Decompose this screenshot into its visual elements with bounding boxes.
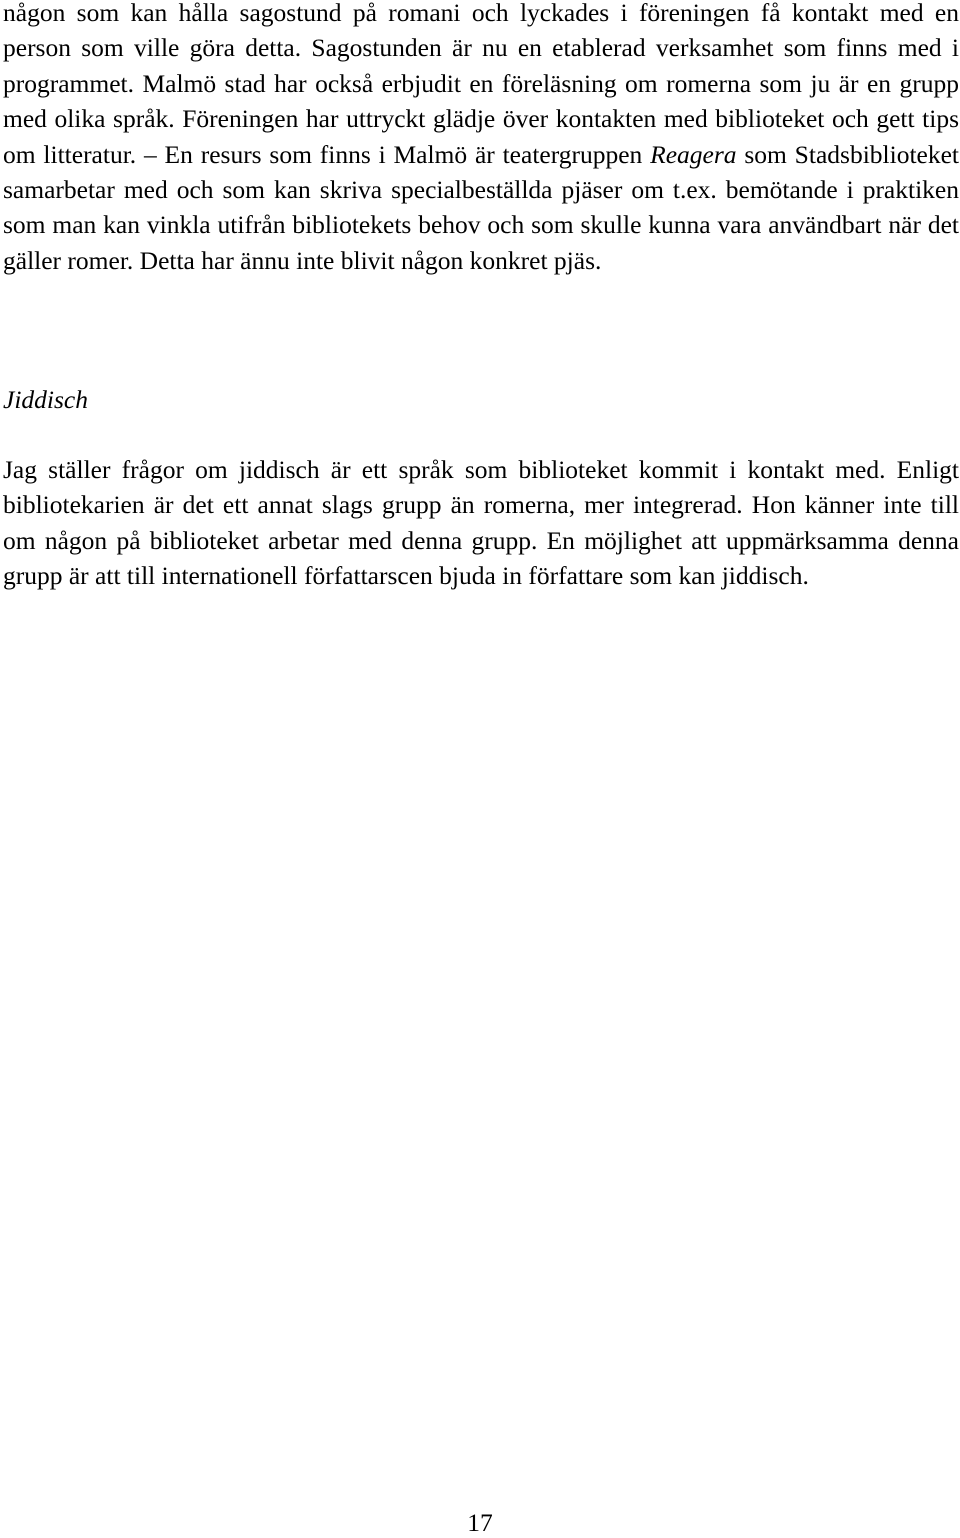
body-paragraph: Jag ställer frågor om jiddisch är ett språk som biblioteket kommit i kontakt med. Enligt bibliotekarien är det ett annat slags grupp än romerna, mer integrerad. Hon känner inte till om någon på biblioteket arbetar med denna grupp. En möjlighet att uppmärksamma denna grupp är att till internationell författarscen bjuda in författare som kan jiddisch.: [3, 455, 959, 591]
theater-group-name: Reagera: [650, 139, 737, 169]
page-number: 17: [467, 1508, 493, 1537]
paragraph-text: någon som kan hålla sagostund på romani och lyckades i föreningen få kontakt med en person som ville göra detta. Sagostunden är nu en etablerad verksamhet som finns med i programmet. Malmö stad har också erbjudit en föreläsning om romerna som ju är en grupp med olika språk. Föreningen har uttryckt glädje över kontakten med biblioteket och gett tips om litteratur. – En resurs som finns i Malmö är teatergruppen: [3, 0, 959, 169]
section-heading: Jiddisch: [3, 385, 88, 414]
paragraph-text: som Stadsbiblioteket samarbetar med och som kan skriva specialbeställda pjäser om t.ex. bemötande i praktiken som man kan vinkla utifrån bibliotekets behov och som skulle kunna vara användbart när det gäller romer. Detta har ännu inte blivit någon konkret pjäs.: [3, 139, 959, 275]
body-paragraph: [3, 0, 959, 278]
